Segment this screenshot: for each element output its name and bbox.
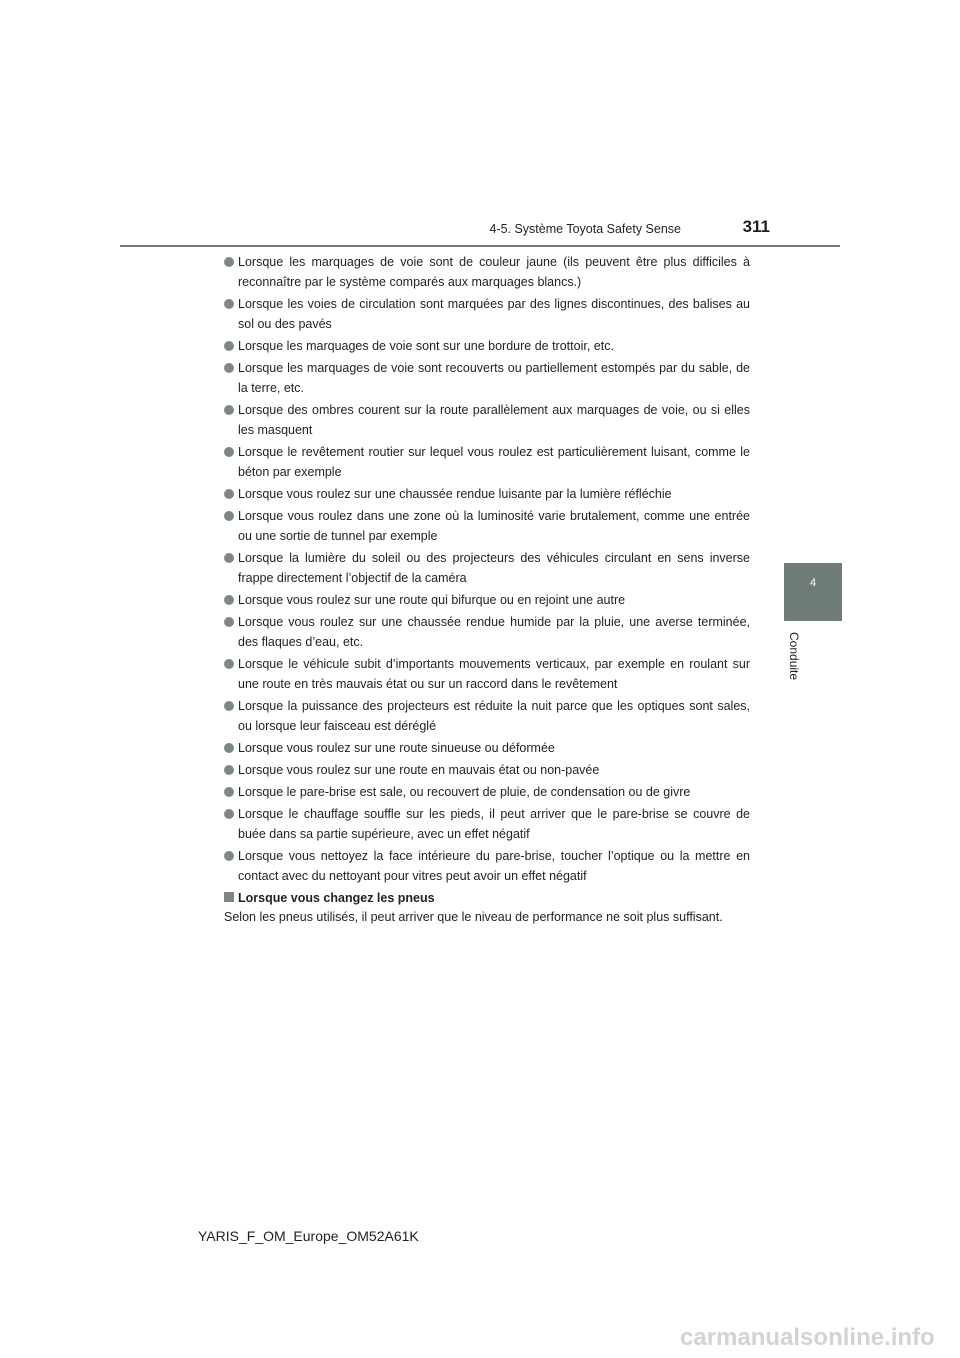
bullet-list — [220, 252, 750, 886]
list-item-text: Lorsque vous nettoyez la face intérieure du pare-brise, toucher l’optique ou la mettre en contact avec du nettoyant pour vitres peut avoir un effet négatif — [238, 849, 750, 883]
bullet-icon — [224, 809, 234, 819]
list-item — [220, 506, 750, 546]
list-item — [220, 252, 750, 292]
watermark[interactable]: carmanualsonline.info — [680, 1324, 935, 1351]
page-number: 311 — [742, 217, 770, 236]
page-header — [120, 218, 840, 248]
bullet-icon — [224, 553, 234, 563]
chapter-label-text: Conduite — [787, 632, 801, 681]
list-item — [220, 782, 750, 802]
main-content — [220, 252, 750, 927]
list-item — [220, 484, 750, 504]
bullet-icon — [224, 257, 234, 267]
list-item — [220, 400, 750, 440]
list-item-text: Lorsque la puissance des projecteurs est réduite la nuit parce que les optiques sont sales, ou lorsque leur faisceau est déréglé — [238, 699, 750, 733]
list-item-text: Lorsque vous roulez sur une route en mauvais état ou non-pavée — [238, 763, 600, 777]
list-item — [220, 358, 750, 398]
list-item — [220, 590, 750, 610]
bullet-icon — [224, 447, 234, 457]
list-item-text: Lorsque vous roulez sur une route qui bifurque ou en rejoint une autre — [238, 593, 626, 607]
list-item-text: Lorsque la lumière du soleil ou des projecteurs des véhicules circulant en sens inverse frappe directement l’objectif de la caméra — [238, 551, 750, 585]
bullet-icon — [224, 595, 234, 605]
list-item — [220, 442, 750, 482]
list-item-text: Lorsque vous roulez dans une zone où la luminosité varie brutalement, comme une entrée ou une sortie de tunnel par exemple — [238, 509, 750, 543]
bullet-icon — [224, 787, 234, 797]
list-item-text: Lorsque le revêtement routier sur lequel vous roulez est particulièrement luisant, comme le béton par exemple — [238, 445, 750, 479]
square-bullet-icon — [224, 892, 234, 902]
chapter-label — [787, 632, 801, 692]
list-item-text: Lorsque vous roulez sur une chaussée rendue luisante par la lumière réfléchie — [238, 487, 672, 501]
list-item — [220, 760, 750, 780]
bullet-icon — [224, 659, 234, 669]
list-item — [220, 612, 750, 652]
subsection-text: Selon les pneus utilisés, il peut arriver que le niveau de performance ne soit plus suffisant. — [224, 910, 723, 924]
list-item-text: Lorsque le chauffage souffle sur les pieds, il peut arriver que le pare-brise se couvre de buée dans sa partie supérieure, avec un effet négatif — [238, 807, 750, 841]
bullet-icon — [224, 617, 234, 627]
header-divider — [120, 245, 840, 247]
document-code: YARIS_F_OM_Europe_OM52A61K — [198, 1228, 419, 1244]
list-item-text: Lorsque le pare-brise est sale, ou recouvert de pluie, de condensation ou de givre — [238, 785, 691, 799]
list-item-text: Lorsque les marquages de voie sont de couleur jaune (ils peuvent être plus difficiles à reconnaître par le système comparés aux marquages blancs.) — [238, 255, 750, 289]
list-item-text: Lorsque le véhicule subit d’importants mouvements verticaux, par exemple en roulant sur une route en très mauvais état ou sur un raccord dans le revêtement — [238, 657, 750, 691]
bullet-icon — [224, 511, 234, 521]
bullet-icon — [224, 299, 234, 309]
bullet-icon — [224, 701, 234, 711]
list-item-text: Lorsque les marquages de voie sont recouverts ou partiellement estompés par du sable, de la terre, etc. — [238, 361, 750, 395]
section-title: 4-5. Système Toyota Safety Sense — [489, 222, 681, 236]
list-item-text: Lorsque les voies de circulation sont marquées par des lignes discontinues, des balises au sol ou des pavés — [238, 297, 750, 331]
bullet-icon — [224, 405, 234, 415]
subsection-heading — [220, 888, 750, 908]
chapter-tab[interactable] — [784, 563, 842, 621]
bullet-icon — [224, 341, 234, 351]
bullet-icon — [224, 851, 234, 861]
bullet-icon — [224, 765, 234, 775]
list-item-text: Lorsque les marquages de voie sont sur une bordure de trottoir, etc. — [238, 339, 614, 353]
list-item — [220, 294, 750, 334]
list-item — [220, 696, 750, 736]
list-item — [220, 548, 750, 588]
bullet-icon — [224, 363, 234, 373]
bullet-icon — [224, 743, 234, 753]
list-item — [220, 336, 750, 356]
list-item — [220, 846, 750, 886]
list-item — [220, 654, 750, 694]
bullet-icon — [224, 489, 234, 499]
list-item-text: Lorsque vous roulez sur une route sinueuse ou déformée — [238, 741, 555, 755]
list-item — [220, 738, 750, 758]
list-item — [220, 804, 750, 844]
chapter-number: 4 — [809, 577, 817, 589]
list-item-text: Lorsque des ombres courent sur la route parallèlement aux marquages de voie, ou si elles les masquent — [238, 403, 750, 437]
list-item-text: Lorsque vous roulez sur une chaussée rendue humide par la pluie, une averse terminée, des flaques d’eau, etc. — [238, 615, 750, 649]
subsection-title: Lorsque vous changez les pneus — [238, 891, 435, 905]
